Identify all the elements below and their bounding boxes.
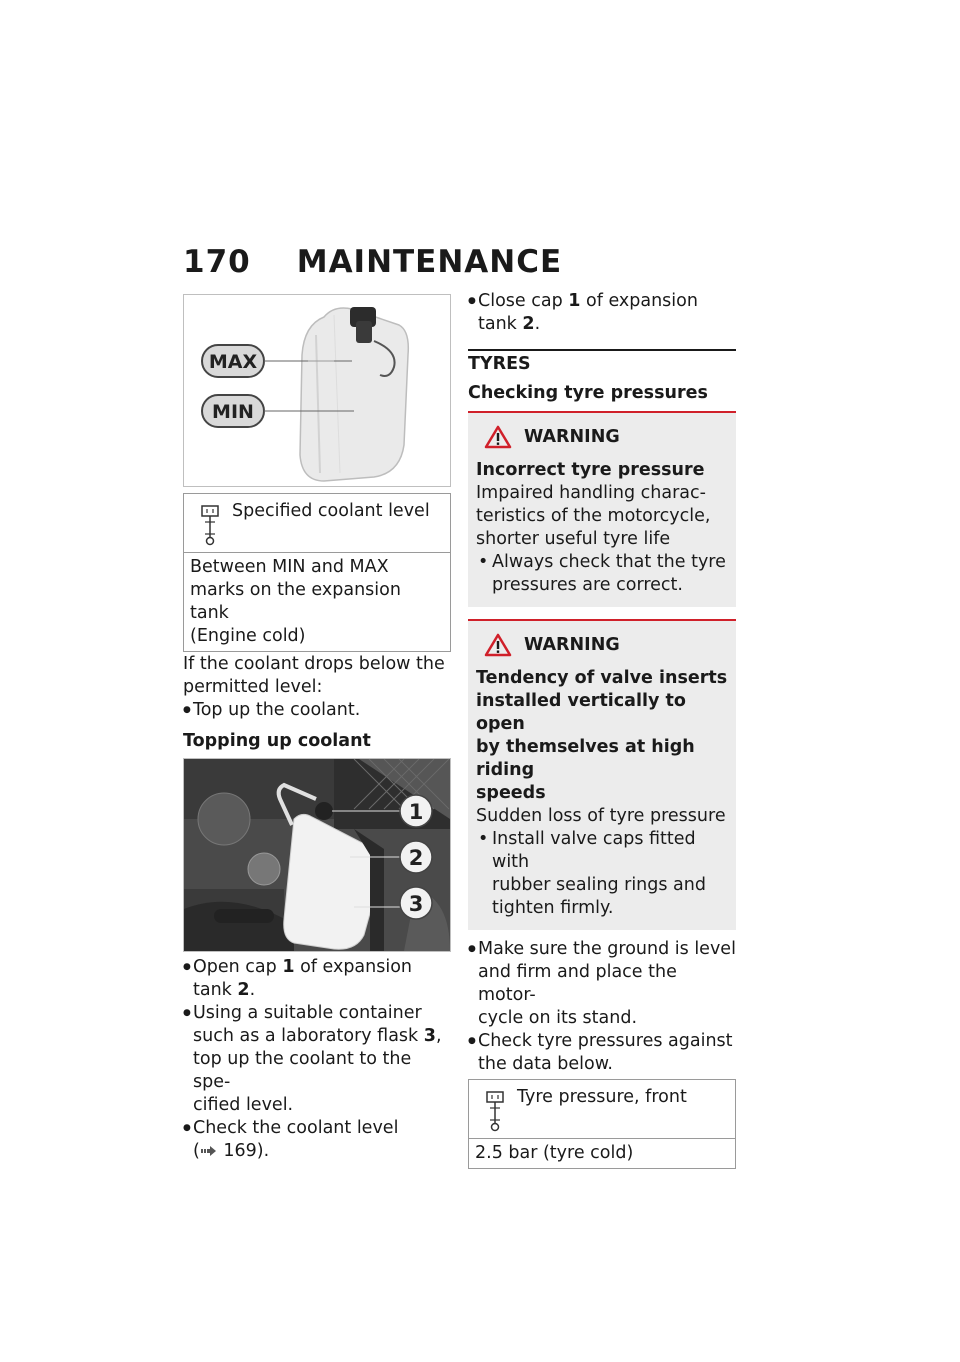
bullet-text: Check tyre pressures against the data below. [478, 1031, 733, 1074]
warning-title: WARNING [524, 426, 620, 447]
warning-title: WARNING [524, 634, 620, 655]
warning-triangle-icon [484, 425, 512, 449]
page-header [183, 244, 562, 280]
bullet-text: Top up the coolant. [193, 700, 361, 720]
arrow-ref-icon [201, 1145, 217, 1157]
right-column [468, 290, 736, 1169]
callout-2: 2 [408, 846, 424, 870]
spec-value-line: marks on the expansion tank [190, 580, 401, 623]
tyres-section-title: TYRES [468, 354, 531, 374]
bullet-text: Using a suitable container such as a laboratory flask 3, top up the coolant to the spe- cified level. [193, 1003, 442, 1115]
warning-body-line: Impaired handling charac- [476, 483, 706, 503]
bullet-icon: ● [468, 1036, 476, 1046]
gauge-icon [483, 1090, 507, 1132]
left-column [183, 294, 451, 1163]
bullet-check-pressures [468, 1030, 736, 1076]
section-title: MAINTENANCE [296, 244, 563, 280]
bullet-close-cap [468, 290, 736, 336]
bullet-icon: ● [468, 944, 476, 954]
warning-headline: speeds [476, 783, 546, 803]
warning-box-tyre-pressure [468, 411, 736, 607]
bullet-icon: ● [183, 1123, 191, 1133]
bullet-check-coolant [183, 1117, 451, 1163]
warning-header [484, 633, 728, 657]
paragraph-line: If the coolant drops below the [183, 654, 445, 674]
bullet-text: Check the coolant level ( 169). [193, 1118, 399, 1161]
checking-tyre-pressures-heading: Checking tyre pressures [468, 383, 708, 403]
warning-triangle-icon [484, 633, 512, 657]
spec-value-line: Between MIN and MAX [190, 557, 389, 577]
bullet-text: Close cap 1 of expansion tank 2. [478, 291, 698, 334]
spec-value: 2.5 bar (tyre cold) [475, 1143, 634, 1163]
min-label: MIN [212, 401, 254, 423]
topping-up-illustration [184, 759, 450, 951]
coolant-level-spec [183, 493, 451, 652]
topping-up-heading: Topping up coolant [183, 731, 371, 751]
bullet-ground-level [468, 938, 736, 1030]
warning-header [484, 425, 728, 449]
gauge-icon [198, 504, 222, 546]
bullet-icon: ● [183, 705, 191, 715]
warning-action-item: • Always check that the tyre pressures are correct. [478, 552, 726, 595]
warning-body-line: teristics of the motorcycle, [476, 506, 711, 526]
spec-value-line: (Engine cold) [190, 626, 306, 646]
spec-value [184, 553, 450, 651]
bullet-using-container [183, 1002, 451, 1117]
bullet-text: Make sure the ground is level and firm and place the motor- cycle on its stand. [478, 939, 736, 1028]
max-label: MAX [208, 351, 258, 373]
square-bullet-icon: • [478, 552, 489, 572]
warning-headline: Tendency of valve inserts [476, 668, 728, 688]
square-bullet-icon: • [478, 829, 489, 849]
topping-up-figure [183, 758, 451, 952]
warning-body-line: Sudden loss of tyre pressure [476, 806, 726, 826]
paragraph-line: permitted level: [183, 677, 323, 697]
bullet-open-cap [183, 956, 451, 1002]
bullet-text: Open cap 1 of expansion tank 2. [193, 957, 413, 1000]
warning-headline: installed vertically to open [476, 691, 686, 734]
page-reference-link[interactable]: 169). [217, 1141, 270, 1161]
callout-1: 1 [408, 800, 424, 824]
callout-3: 3 [408, 892, 424, 916]
bullet-icon: ● [468, 296, 476, 306]
warning-body-line: shorter useful tyre life [476, 529, 671, 549]
warning-headline: by themselves at high riding [476, 737, 695, 780]
section-divider [468, 349, 736, 351]
spec-label: Specified coolant level [232, 501, 430, 521]
expansion-tank-figure [183, 294, 451, 487]
warning-headline: Incorrect tyre pressure [476, 460, 705, 480]
spec-label: Tyre pressure, front [517, 1087, 687, 1107]
bullet-icon: ● [183, 1008, 191, 1018]
expansion-tank-illustration [184, 295, 450, 486]
bullet-top-up [183, 699, 451, 722]
tyre-pressure-spec [468, 1079, 736, 1169]
warning-box-valve-inserts [468, 619, 736, 930]
coolant-drop-paragraph [183, 653, 451, 699]
bullet-icon: ● [183, 962, 191, 972]
warning-action-item: • Install valve caps fitted with rubber sealing rings and tighten firmly. [478, 829, 706, 918]
page-number: 170 [183, 244, 251, 280]
